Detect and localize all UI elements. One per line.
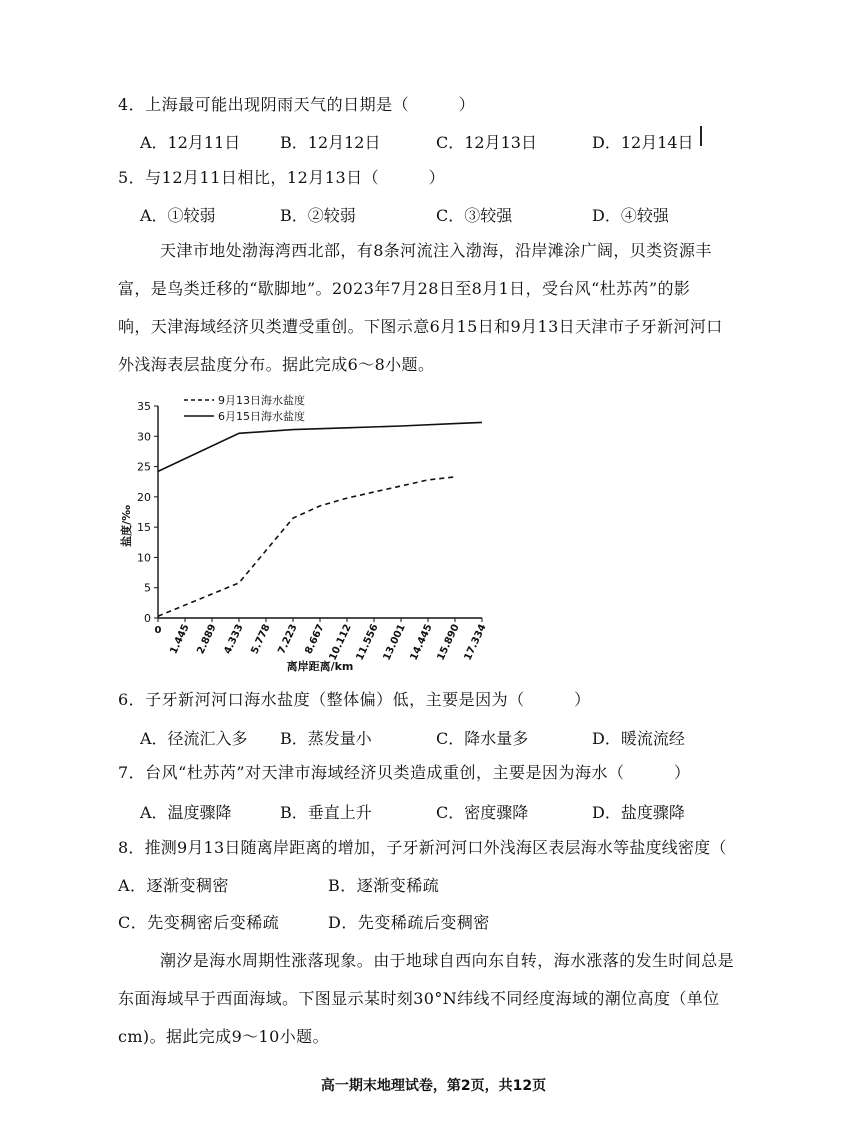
q7-option-c: C．密度骤降: [436, 803, 529, 822]
q6-option-a: A．径流汇入多: [140, 729, 248, 748]
chart-ticks: [137, 400, 489, 662]
passage-1-line-1: 天津市地处渤海湾西北部，有8条河流注入渤海，沿岸滩涂广阔，贝类资源丰: [160, 241, 712, 260]
x-tick-label: 1.445: [168, 622, 192, 656]
x-tick-label: 10.112: [327, 622, 354, 663]
q7-option-d: D．盐度骤降: [592, 803, 685, 822]
x-tick-label: 17.334: [462, 622, 489, 663]
x-tick-label: 7.223: [276, 622, 300, 656]
legend-label: 6月15日海水盐度: [218, 410, 305, 423]
passage-2-line-1: 潮汐是海水周期性涨落现象。由于地球自西向东自转，海水涨落的发生时间总是: [160, 951, 735, 970]
q6-option-d: D．暖流流经: [592, 729, 685, 748]
x-tick-label: 13.001: [381, 622, 408, 663]
x-tick-label: 5.778: [249, 622, 273, 656]
question-7-stem: 7．台风“杜苏芮”对天津市海域经济贝类造成重创，主要是因为海水（ ）: [118, 763, 691, 782]
x-tick-label: 0: [154, 625, 162, 636]
x-tick-label: 8.667: [303, 622, 327, 656]
y-tick-label: 0: [144, 612, 151, 625]
y-tick-label: 25: [137, 460, 151, 474]
chart-axes: [158, 406, 482, 618]
y-tick-label: 20: [137, 490, 151, 504]
q7-option-a: A．温度骤降: [140, 803, 232, 822]
salinity-line-chart: [110, 388, 510, 678]
x-tick-label: 4.333: [222, 622, 246, 656]
x-tick-label: 11.556: [354, 622, 381, 663]
question-7-options: [140, 800, 760, 822]
passage-1-line-2: 富，是鸟类迁移的“歇脚地”。2023年7月28日至8月1日，受台风“杜苏芮”的影: [118, 279, 691, 298]
page-footer: 高一期末地理试卷，第2页，共12页: [320, 1078, 547, 1094]
q5-option-d: D．④较强: [592, 206, 669, 225]
scan-artifact-mark: [700, 126, 702, 146]
q8-option-a: A．逐渐变稠密: [118, 876, 230, 895]
q5-option-a: A．①较弱: [140, 206, 216, 225]
q8-option-d: D．先变稀疏后变稠密: [328, 913, 490, 932]
q8-option-c: C．先变稠密后变稀疏: [118, 913, 280, 932]
passage-1-line-3: 响，天津海域经济贝类遭受重创。下图示意6月15日和9月13日天津市子牙新河河口: [118, 317, 723, 336]
q5-option-b: B．②较弱: [280, 206, 356, 225]
y-axis-label: 盐度/‰: [120, 505, 133, 547]
question-6-stem: 6．子牙新河河口海水盐度（整体偏）低，主要是因为（ ）: [118, 690, 591, 709]
x-tick-label: 15.890: [435, 622, 462, 663]
chart-series: [158, 422, 482, 616]
question-5-options: [140, 203, 760, 225]
q6-option-b: B．蒸发量小: [280, 729, 372, 748]
q4-option-b: B．12月12日: [280, 133, 381, 152]
passage-2-line-3: cm)。据此完成9～10小题。: [118, 1027, 329, 1046]
q7-option-b: B．垂直上升: [280, 803, 372, 822]
x-tick-label: 2.889: [195, 622, 219, 656]
q4-option-c: C．12月13日: [436, 133, 537, 152]
legend-label: 9月13日海水盐度: [218, 394, 305, 407]
y-tick-label: 10: [137, 551, 151, 565]
series-line-sep13: [158, 477, 455, 616]
y-tick-label: 35: [137, 400, 151, 413]
q4-option-d: D．12月14日: [592, 133, 694, 152]
chart-legend: [184, 393, 305, 423]
question-4-stem: 4．上海最可能出现阴雨天气的日期是（ ）: [118, 95, 476, 114]
question-4-options: [140, 130, 760, 152]
x-tick-label: 14.445: [408, 622, 435, 663]
y-tick-label: 5: [144, 581, 151, 595]
question-8-stem: 8．推测9月13日随离岸距离的增加，子牙新河河口外浅海区表层海水等盐度线密度（: [118, 838, 727, 857]
y-tick-label: 15: [137, 521, 151, 535]
passage-2-line-2: 东面海域早于西面海域。下图显示某时刻30°N纬线不同经度海域的潮位高度（单位: [118, 989, 720, 1008]
q6-option-c: C．降水量多: [436, 729, 529, 748]
question-6-options: [140, 726, 760, 748]
q4-option-a: A．12月11日: [140, 133, 241, 152]
passage-1-line-4: 外浅海表层盐度分布。据此完成6～8小题。: [118, 355, 435, 374]
y-tick-label: 30: [137, 430, 151, 444]
x-axis-label: 离岸距离/km: [286, 660, 354, 673]
series-line-jun15: [158, 422, 482, 471]
q8-option-b: B．逐渐变稀疏: [328, 876, 440, 895]
question-5-stem: 5．与12月11日相比，12月13日（ ）: [118, 168, 446, 187]
q5-option-c: C．③较强: [436, 206, 513, 225]
